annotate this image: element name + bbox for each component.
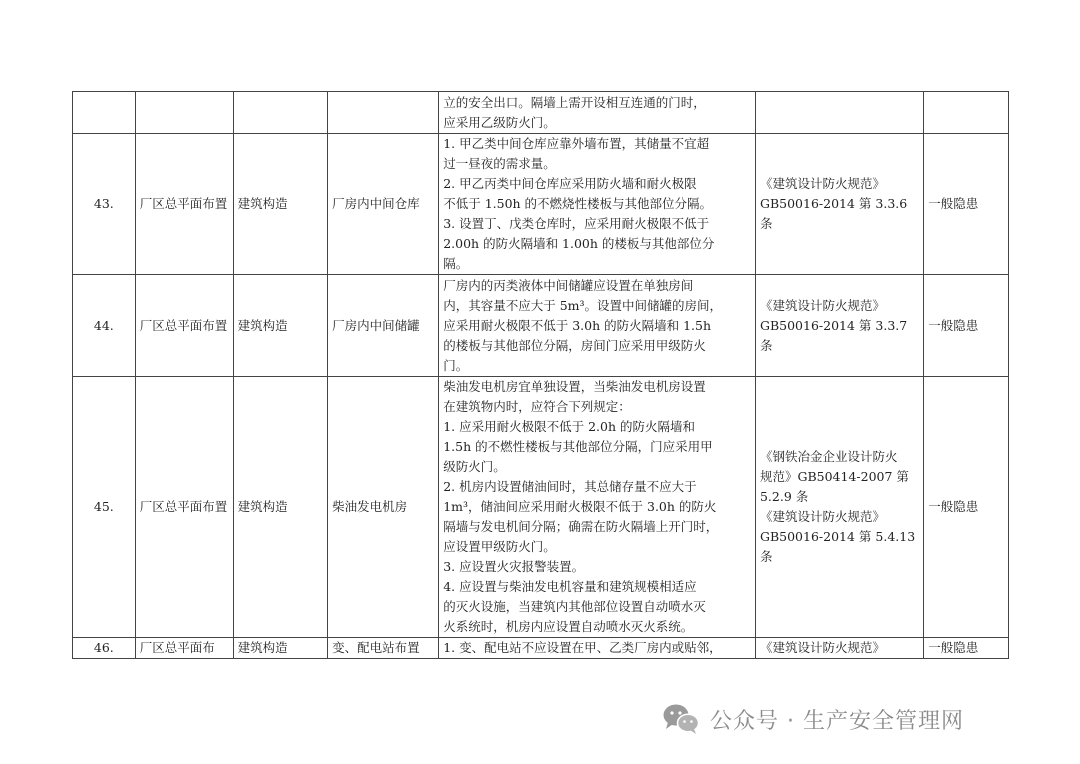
requirement-line: 过一昼夜的需求量。 bbox=[443, 156, 556, 171]
area-cell: 厂区总平面布置 bbox=[135, 134, 233, 275]
table-row bbox=[73, 275, 1009, 377]
area-cell: 厂区总平面布置 bbox=[135, 377, 233, 638]
requirement-line: 1. 甲乙类中间仓库应靠外墙布置，其储量不宜超 bbox=[443, 136, 710, 151]
requirement-line: 3. 应设置火灾报警装置。 bbox=[443, 559, 585, 574]
requirement-line: 厂房内的丙类液体中间储罐应设置在单独房间 bbox=[443, 277, 694, 293]
requirement-cell bbox=[439, 275, 756, 377]
hazard-level-cell: 一般隐患 bbox=[924, 275, 1009, 377]
requirement-line: 1.5h 的不燃性楼板与其他部位分隔，门应采用甲 bbox=[443, 439, 713, 454]
requirement-line: 火系统时，机房内应设置自动喷水灭火系统。 bbox=[443, 619, 694, 634]
item-cell bbox=[328, 92, 439, 134]
hazard-level-cell bbox=[924, 92, 1009, 134]
table-row bbox=[73, 134, 1009, 275]
requirement-cell bbox=[439, 638, 756, 659]
requirement-line: 内，其容量不应大于 5m³。设置中间储罐的房间， bbox=[443, 297, 723, 313]
requirement-line: 应采用乙级防火门。 bbox=[443, 114, 556, 130]
basis-line: 《建筑设计防火规范》 bbox=[759, 176, 885, 191]
basis-line: 《建筑设计防火规范》 bbox=[759, 509, 885, 524]
basis-line: GB50016-2014 第 3.3.7 条 bbox=[759, 317, 908, 353]
basis-cell bbox=[755, 275, 923, 377]
table-row bbox=[73, 377, 1009, 638]
category-cell: 建筑构造 bbox=[233, 134, 328, 275]
requirement-line: 应采用耐火极限不低于 3.0h 的防火隔墙和 1.5h bbox=[443, 317, 711, 333]
table-row bbox=[73, 638, 1009, 659]
category-cell: 建筑构造 bbox=[233, 377, 328, 638]
requirement-cell bbox=[439, 377, 756, 638]
requirement-line: 1m³，储油间应采用耐火极限不低于 3.0h 的防火 bbox=[443, 499, 717, 514]
basis-line: 《建筑设计防火规范》 bbox=[759, 297, 885, 313]
hazard-level-cell: 一般隐患 bbox=[924, 134, 1009, 275]
requirement-cell bbox=[439, 134, 756, 275]
table-row bbox=[73, 92, 1009, 134]
basis-cell bbox=[755, 377, 923, 638]
category-cell bbox=[233, 92, 328, 134]
basis-cell bbox=[755, 92, 923, 134]
watermark-text: 公众号 · 生产安全管理网 bbox=[710, 708, 964, 734]
item-cell: 柴油发电机房 bbox=[328, 377, 439, 638]
requirement-line: 2.00h 的防火隔墙和 1.00h 的楼板与其他部位分 bbox=[443, 236, 715, 251]
requirement-line: 隔。 bbox=[443, 256, 469, 271]
requirement-line: 1. 应采用耐火极限不低于 2.0h 的防火隔墙和 bbox=[443, 419, 695, 434]
requirement-line: 在建筑物内时，应符合下列规定： bbox=[443, 399, 631, 414]
area-cell: 厂区总平面布置 bbox=[135, 275, 233, 377]
requirement-line: 隔墙与发电机间分隔；确需在防火隔墙上开门时， bbox=[443, 519, 719, 534]
row-number: 43. bbox=[73, 134, 136, 275]
requirement-line: 2. 甲乙丙类中间仓库应采用防火墙和耐火极限 bbox=[443, 176, 697, 191]
basis-cell bbox=[755, 134, 923, 275]
item-cell: 厂房内中间仓库 bbox=[328, 134, 439, 275]
requirement-line: 柴油发电机房宜单独设置，当柴油发电机房设置 bbox=[443, 379, 706, 394]
requirement-line: 的灭火设施，当建筑内其他部位设置自动喷水灭 bbox=[443, 599, 706, 614]
hazard-table bbox=[72, 91, 1009, 659]
basis-line: 规范》GB50414-2007 第 bbox=[759, 469, 909, 484]
basis-line: 5.2.9 条 bbox=[759, 489, 809, 504]
basis-line: 《建筑设计防火规范》 bbox=[759, 640, 885, 655]
hazard-level-cell: 一般隐患 bbox=[924, 638, 1009, 659]
requirement-line: 门。 bbox=[443, 357, 469, 373]
basis-cell bbox=[755, 638, 923, 659]
row-number: 46. bbox=[73, 638, 136, 659]
category-cell: 建筑构造 bbox=[233, 275, 328, 377]
category-cell: 建筑构造 bbox=[233, 638, 328, 659]
requirement-line: 1. 变、配电站不应设置在甲、乙类厂房内或贴邻， bbox=[443, 640, 722, 655]
basis-line: 《钢铁冶金企业设计防火 bbox=[759, 449, 898, 464]
requirement-line: 4. 应设置与柴油发电机容量和建筑规模相适应 bbox=[443, 579, 697, 594]
hazard-level-cell: 一般隐患 bbox=[924, 377, 1009, 638]
basis-line: GB50016-2014 第 5.4.13 条 bbox=[759, 529, 916, 564]
requirement-line: 应设置甲级防火门。 bbox=[443, 539, 556, 554]
area-cell bbox=[135, 92, 233, 134]
row-number: 44. bbox=[73, 275, 136, 377]
requirement-line: 2. 机房内设置储油间时，其总储存量不应大于 bbox=[443, 479, 697, 494]
requirement-line: 级防火门。 bbox=[443, 459, 506, 474]
row-number bbox=[73, 92, 136, 134]
requirement-line: 3. 设置丁、戊类仓库时，应采用耐火极限不低于 bbox=[443, 216, 710, 231]
basis-line: GB50016-2014 第 3.3.6 条 bbox=[759, 196, 908, 231]
requirement-line: 不低于 1.50h 的不燃烧性楼板与其他部位分隔。 bbox=[443, 196, 713, 211]
wechat-icon bbox=[662, 702, 700, 736]
area-cell: 厂区总平面布 bbox=[135, 638, 233, 659]
watermark bbox=[662, 702, 964, 736]
item-cell: 厂房内中间储罐 bbox=[328, 275, 439, 377]
requirement-cell bbox=[439, 92, 756, 134]
requirement-line: 立的安全出口。隔墙上需开设相互连通的门时， bbox=[443, 94, 706, 110]
row-number: 45. bbox=[73, 377, 136, 638]
item-cell: 变、配电站布置 bbox=[328, 638, 439, 659]
requirement-line: 的楼板与其他部位分隔，房间门应采用甲级防火 bbox=[443, 337, 706, 353]
